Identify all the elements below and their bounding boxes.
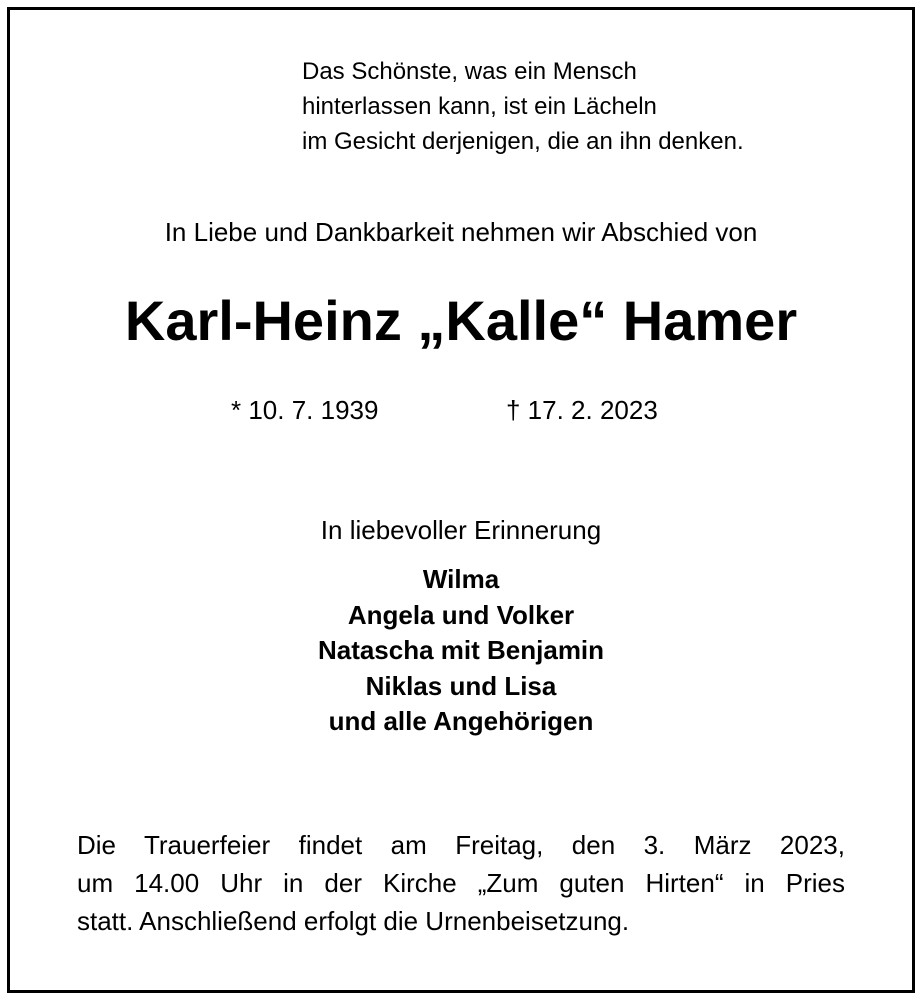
mourner-name: Niklas und Lisa xyxy=(365,670,557,701)
mourners-list xyxy=(0,562,922,740)
birth-date: * 10. 7. 1939 xyxy=(231,395,379,425)
mourner-name: Natascha mit Benjamin xyxy=(317,635,605,665)
memory-heading: In liebevoller Erinnerung xyxy=(320,515,602,545)
quote-line: im Gesicht derjenigen, die an ihn denken. xyxy=(302,128,744,155)
service-line: statt. Anschließend erfolgt die Urnenbeisetzung. xyxy=(77,906,630,936)
service-notice xyxy=(77,826,845,940)
mourner-name: und alle Angehörigen xyxy=(328,706,594,736)
deceased-name: Karl-Heinz „Kalle“ Hamer xyxy=(124,289,798,352)
death-date: † 17. 2. 2023 xyxy=(506,395,658,425)
mourner-name: Angela und Volker xyxy=(347,599,575,630)
mourner-name: Wilma xyxy=(422,564,500,594)
quote-line: Das Schönste, was ein Mensch xyxy=(302,58,637,85)
memorial-quote xyxy=(302,54,744,159)
quote-line: hinterlassen kann, ist ein Lächeln xyxy=(302,93,657,120)
service-line: um 14.00 Uhr in der Kirche „Zum guten Hirten“ in Pries xyxy=(77,868,845,898)
farewell-intro: In Liebe und Dankbarkeit nehmen wir Abschied von xyxy=(164,217,758,247)
service-line: Die Trauerfeier findet am Freitag, den 3. März 2023, xyxy=(77,830,845,860)
